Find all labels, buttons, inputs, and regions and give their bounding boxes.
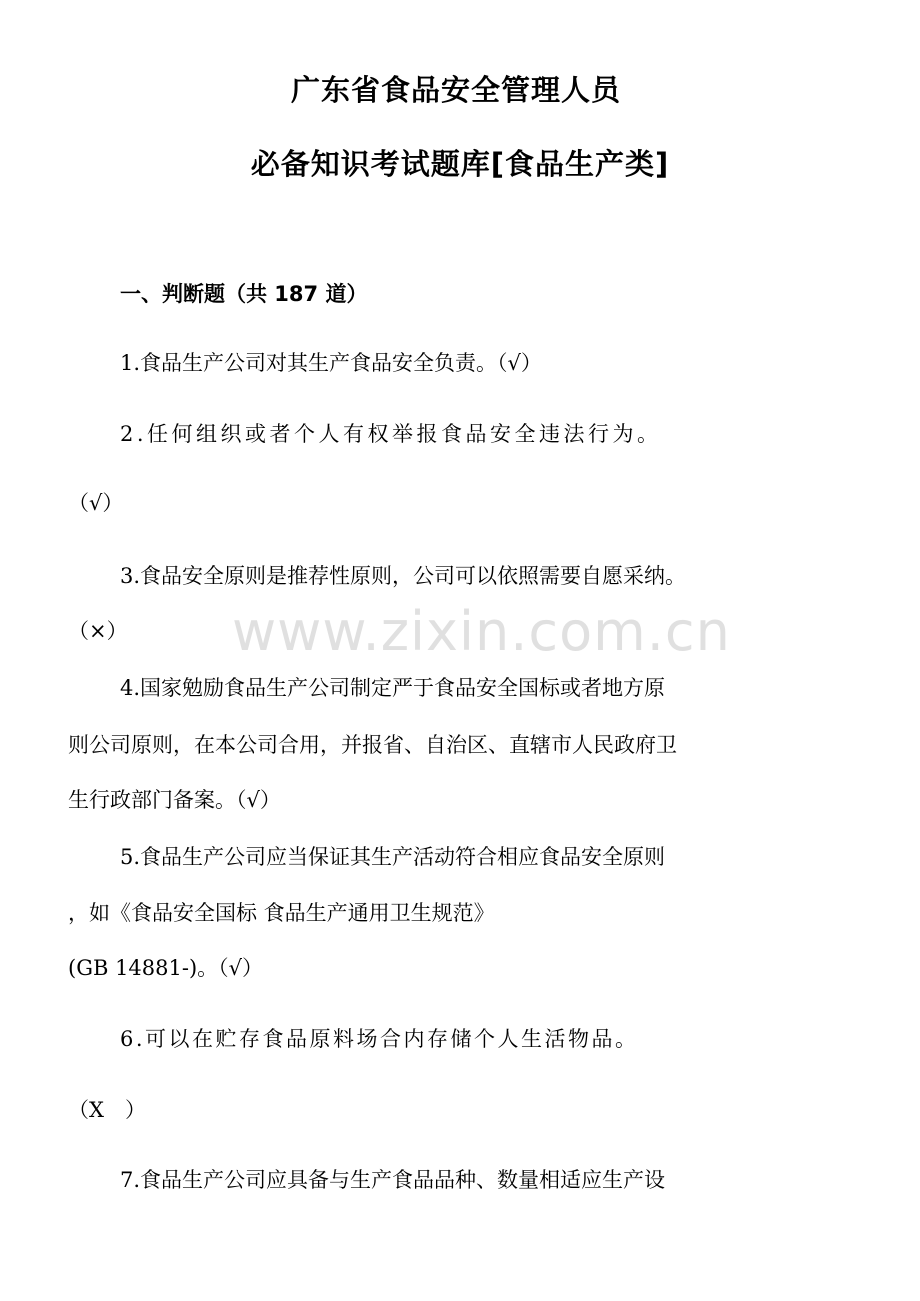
question-4-line-1: 4.国家勉励食品生产公司制定严于食品安全国标或者地方原 bbox=[120, 676, 666, 700]
watermark: www.zixin.com.cn bbox=[232, 600, 731, 663]
document-title-line-2: 必备知识考试题库[食品生产类] bbox=[250, 147, 670, 181]
question-2-line-1: 2.任何组织或者个人有权举报食品安全违法行为。 bbox=[120, 422, 662, 446]
question-5-line-1: 5.食品生产公司应当保证其生产活动符合相应食品安全原则 bbox=[120, 845, 666, 869]
section-heading: 一、判断题（共 187 道） bbox=[120, 282, 368, 306]
question-6-answer: （X ） bbox=[68, 1098, 146, 1122]
question-6-line-1: 6.可以在贮存食品原料场合内存储个人生活物品。 bbox=[120, 1027, 639, 1051]
question-4-line-2: 则公司原则，在本公司合用，并报省、自治区、直辖市人民政府卫 bbox=[68, 733, 677, 757]
question-2-answer: （√） bbox=[68, 491, 124, 515]
question-4-line-3: 生行政部门备案。（√） bbox=[68, 788, 281, 812]
question-1-line-1: 1.食品生产公司对其生产食品安全负责。（√） bbox=[120, 351, 542, 375]
question-5-line-3: (GB 14881-)。（√） bbox=[68, 956, 264, 980]
question-7-line-1: 7.食品生产公司应具备与生产食品品种、数量相适应生产设 bbox=[120, 1168, 666, 1192]
question-5-line-2: ，如《食品安全国标 食品生产通用卫生规范》 bbox=[68, 901, 495, 925]
question-3-line-1: 3.食品安全原则是推荐性原则，公司可以依照需要自愿采纳。 bbox=[120, 564, 687, 588]
document-title-line-1: 广东省食品安全管理人员 bbox=[290, 73, 621, 107]
question-3-answer: （×） bbox=[68, 619, 128, 643]
